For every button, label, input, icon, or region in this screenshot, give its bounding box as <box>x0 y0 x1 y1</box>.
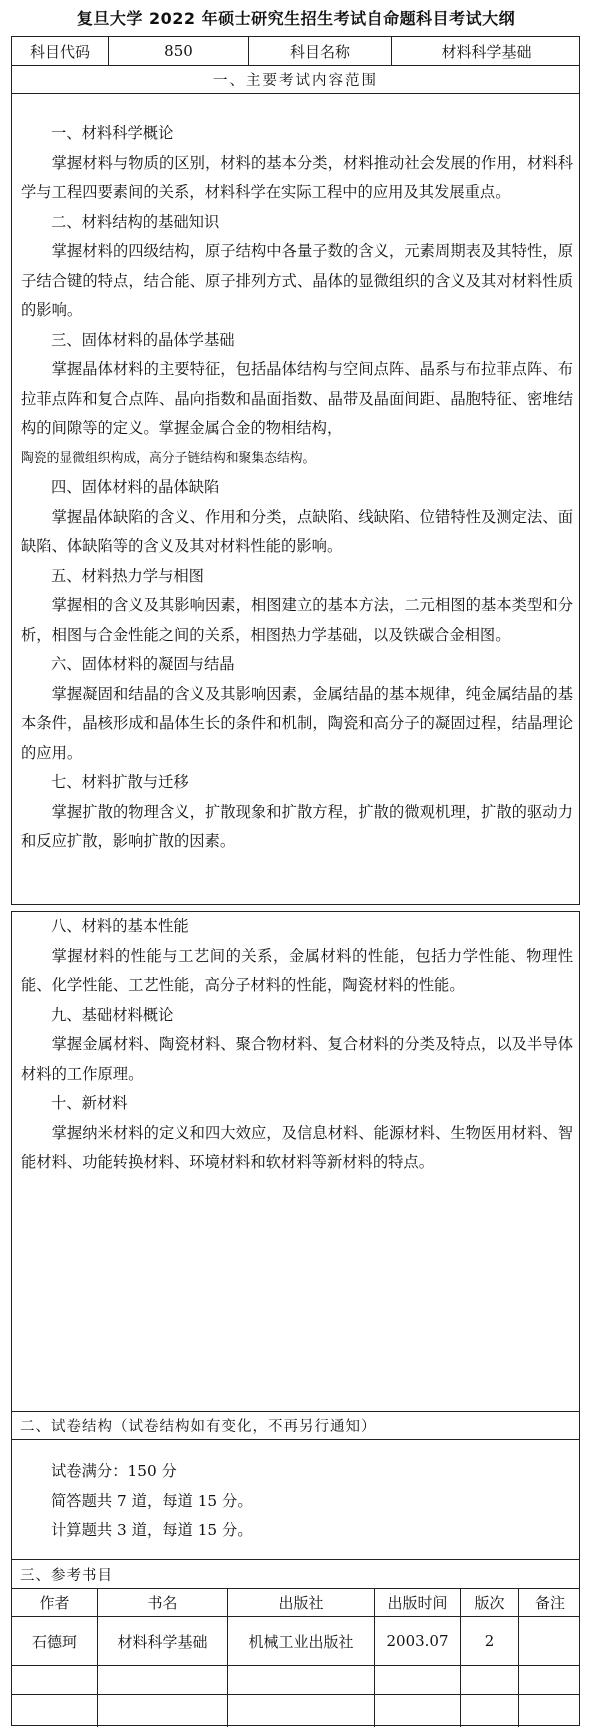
cell-edition: 2 <box>460 1617 518 1665</box>
col-author: 作者 <box>39 1594 70 1612</box>
topic-6-heading: 六、固体材料的凝固与结晶 <box>51 655 235 673</box>
table-row-empty <box>12 1666 579 1695</box>
subject-name-label: 科目名称 <box>248 37 391 65</box>
short-answer-line: 简答题共 7 道，每道 15 分。 <box>51 1491 253 1510</box>
topic-8-text: 掌握材料的性能与工艺间的关系，金属材料的性能，包括力学性能、物理性能、化学性能、工艺性能，高分子材料的性能，陶瓷材料的性能。 <box>21 946 573 994</box>
reference-header-row <box>12 1589 579 1617</box>
topic-2-heading: 二、材料结构的基础知识 <box>51 212 220 231</box>
col-book-title: 书名 <box>97 1589 227 1616</box>
topic-5-text: 掌握相的含义及其影响因素，相图建立的基本方法，二元相图的基本类型和分析，相图与合金性能之间的关系，相图热力学基础，以及铁碳合金相图。 <box>21 596 573 644</box>
cell-notes <box>518 1617 581 1665</box>
section-2-heading: 二、试卷结构（试卷结构如有变化，不再另行通知） <box>20 1419 377 1435</box>
col-publisher: 出版社 <box>227 1589 374 1616</box>
topic-6-text: 掌握凝固和结晶的含义及其影响因素，金属结晶的基本规律，纯金属结晶的基本条件，晶核形成和晶体生长的条件和机制，陶瓷和高分子的凝固过程，结晶理论的应用。 <box>21 684 573 762</box>
section-1-heading: 一、主要考试内容范围 <box>213 73 378 89</box>
topic-3-text-small: 陶瓷的显微组织构成，高分子链结构和聚集态结构。 <box>21 450 316 466</box>
section-2-heading-row <box>12 1412 579 1440</box>
exam-outline-box-top <box>11 36 580 905</box>
topic-1-text: 掌握材料与物质的区别，材料的基本分类，材料推动社会发展的作用，材料科学与工程四要素间的关系，材料科学在实际工程中的应用及其发展重点。 <box>21 153 573 201</box>
subject-name-value: 材料科学基础 <box>391 37 581 65</box>
cell-pub-date: 2003.07 <box>374 1617 460 1665</box>
exam-outline-box-bottom <box>11 911 580 1726</box>
topic-1-heading: 一、材料科学概论 <box>51 124 174 142</box>
cell-author: 石德珂 <box>31 1632 77 1651</box>
table-row-empty <box>12 1695 579 1727</box>
cell-book-title: 材料科学基础 <box>97 1617 227 1665</box>
full-score-line: 试卷满分：150 分 <box>51 1462 177 1480</box>
topic-7-text: 掌握扩散的物理含义，扩散现象和扩散方程，扩散的微观机理，扩散的驱动力和反应扩散，影响扩散的因素。 <box>21 802 573 850</box>
section-1-blank-area <box>12 912 579 1412</box>
col-pub-date: 出版时间 <box>374 1589 460 1616</box>
section-2-content <box>12 1440 579 1560</box>
calculation-line: 计算题共 3 道，每道 15 分。 <box>51 1521 253 1539</box>
table-row <box>12 1617 579 1666</box>
topic-9-heading: 九、基础材料概论 <box>51 1005 174 1024</box>
subject-code-value: 850 <box>108 37 248 65</box>
section-3-heading-row <box>12 1560 579 1589</box>
topic-5-heading: 五、材料热力学与相图 <box>51 566 204 585</box>
topic-2-text: 掌握材料的四级结构，原子结构中各量子数的含义，元素周期表及其特性，原子结合键的特点，结合能、原子排列方式、晶体的显微组织的含义及其对材料性质的影响。 <box>21 242 573 319</box>
cell-publisher: 机械工业出版社 <box>227 1617 374 1665</box>
topic-3-heading: 三、固体材料的晶体学基础 <box>51 330 235 349</box>
page-title: 复旦大学 2022 年硕士研究生招生考试自命题科目考试大纲 <box>76 9 516 28</box>
topic-8-heading: 八、材料的基本性能 <box>51 917 189 935</box>
section-3-heading: 三、参考书目 <box>20 1567 113 1584</box>
topic-10-text: 掌握纳米材料的定义和四大效应，及信息材料、能源材料、生物医用材料、智能材料、功能转换材料、环境材料和软材料等新材料的特点。 <box>21 1123 573 1171</box>
topic-9-text: 掌握金属材料、陶瓷材料、聚合物材料、复合材料的分类及特点，以及半导体材料的工作原理。 <box>21 1035 573 1083</box>
topic-4-text: 掌握晶体缺陷的含义、作用和分类，点缺陷、线缺陷、位错特性及测定法、面缺陷、体缺陷等的含义及其对材料性能的影响。 <box>21 507 573 555</box>
topic-4-heading: 四、固体材料的晶体缺陷 <box>51 478 220 496</box>
topic-7-heading: 七、材料扩散与迁移 <box>51 773 189 791</box>
col-edition: 版次 <box>460 1589 518 1616</box>
subject-code-label: 科目代码 <box>29 42 90 61</box>
topic-10-heading: 十、新材料 <box>51 1094 128 1112</box>
reference-table <box>12 1589 579 1727</box>
col-notes: 备注 <box>518 1589 581 1616</box>
section-1-content <box>21 119 573 857</box>
subject-info-row <box>12 37 579 66</box>
topic-3-text: 掌握晶体材料的主要特征，包括晶体结构与空间点阵、晶系与布拉菲点阵、布拉菲点阵和复合点阵、晶向指数和晶面指数、晶带及晶面间距、晶胞特征、密堆结构的间隙等的定义。掌握金属合金的物相结构， <box>21 360 573 437</box>
section-1-heading-row <box>12 66 579 94</box>
